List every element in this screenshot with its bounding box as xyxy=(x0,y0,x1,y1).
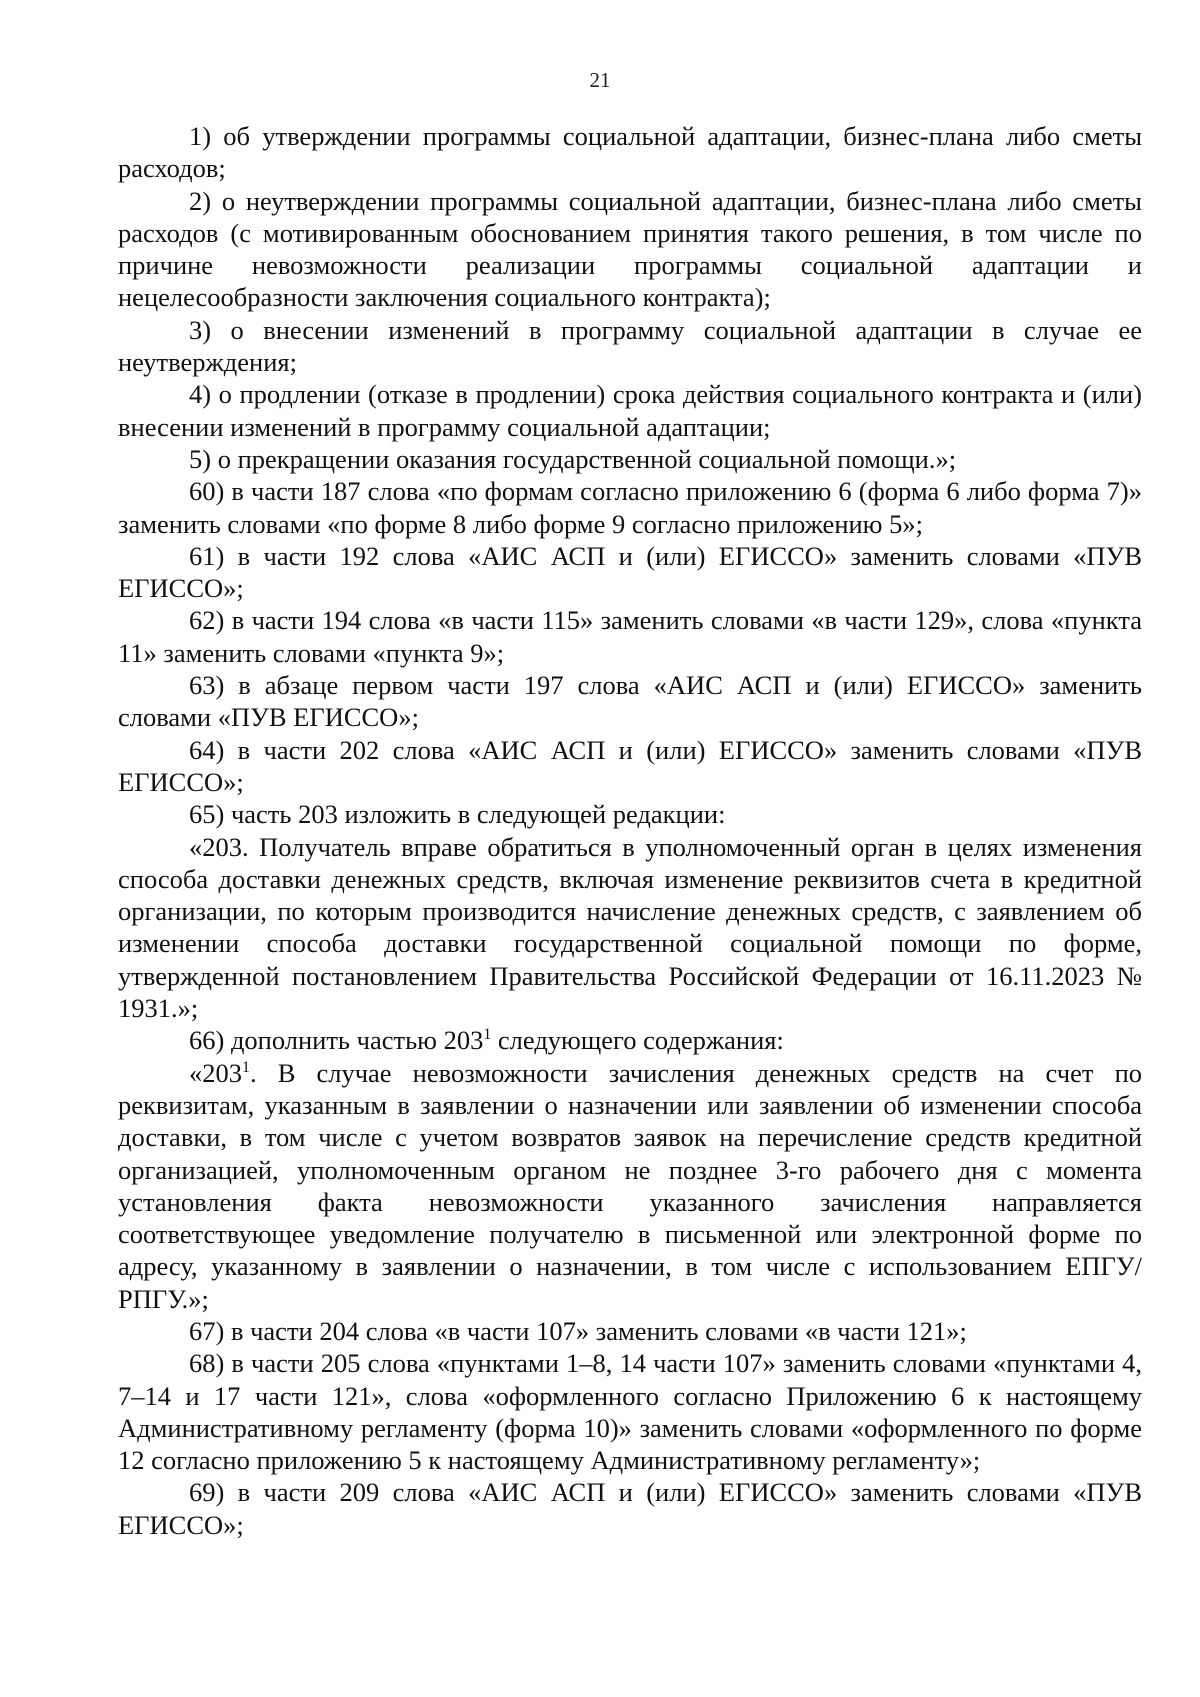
paragraph-text: «203 xyxy=(189,1057,242,1088)
document-body xyxy=(118,120,1142,1541)
paragraph: 63) в абзаце первом части 197 слова «АИС АСП и (или) ЕГИССО» заменить словами «ПУВ ЕГИССО»; xyxy=(118,670,1142,733)
paragraph: 69) в части 209 слова «АИС АСП и (или) ЕГИССО» заменить словами «ПУВ ЕГИССО»; xyxy=(118,1477,1142,1540)
paragraph: «203. Получатель вправе обратиться в уполномоченный орган в целях изменения способа доставки денежных средств, включая изменение реквизитов счета в кредитной организации, по которым производится начисление денежных средств, с заявлением об изменении способа доставки государственной социальной помощи по форме, утвержденной постановлением Правительства Российской Федерации от 16.11.2023 № 1931.»; xyxy=(118,831,1142,1024)
paragraph-text: . В случае невозможности зачисления денежных средств на счет по реквизитам, указанным в заявлении о назначении или заявлении об изменении способа доставки, в том числе с учетом возвратов заявок на перечисление средств кредитной организацией, уполномоченным органом не позднее 3-го рабочего дня с момента установления факта невозможности указанного зачисления направляется соответствующее уведомление получателю в письменной или электронной форме по адресу, указанному в заявлении о назначении, в том числе с использованием ЕПГУ/РПГУ.»; xyxy=(118,1057,1142,1314)
paragraph: 5) о прекращении оказания государственной социальной помощи.»; xyxy=(189,443,957,474)
paragraph: 60) в части 187 слова «по формам согласно приложению 6 (форма 6 либо форма 7)» заменить словами «по форме 8 либо форме 9 согласно приложению 5»; xyxy=(118,476,1142,539)
paragraph: 61) в части 192 слова «АИС АСП и (или) ЕГИССО» заменить словами «ПУВ ЕГИССО»; xyxy=(118,540,1142,604)
paragraph: 1) об утверждении программы социальной адаптации, бизнес-плана либо сметы расходов; xyxy=(118,121,1142,184)
paragraph: 65) часть 203 изложить в следующей редакции: xyxy=(189,799,726,830)
paragraph xyxy=(118,1057,1142,1315)
paragraph-text: 66) дополнить частью 203 xyxy=(189,1025,484,1056)
paragraph: 62) в части 194 слова «в части 115» заменить словами «в части 129», слова «пункта 11» заменить словами «пункта 9»; xyxy=(118,605,1142,668)
superscript: 1 xyxy=(242,1058,250,1076)
paragraph xyxy=(118,1024,1142,1056)
paragraph: 67) в части 204 слова «в части 107» заменить словами «в части 121»; xyxy=(189,1315,967,1346)
paragraph-text: следующего содержания: xyxy=(491,1025,784,1056)
paragraph: 64) в части 202 слова «АИС АСП и (или) ЕГИССО» заменить словами «ПУВ ЕГИССО»; xyxy=(118,734,1142,797)
paragraph: 68) в части 205 слова «пунктами 1–8, 14 части 107» заменить словами «пунктами 4, 7–14 и 17 части 121», слова «оформленного согласно Приложению 6 к настоящему Административному регламенту (форма 10)» заменить словами «оформленного по форме 12 согласно приложению 5 к настоящему Административному регламенту»; xyxy=(118,1348,1142,1476)
paragraph: 3) о внесении изменений в программу социальной адаптации в случае ее неутверждения; xyxy=(118,314,1142,378)
superscript: 1 xyxy=(483,1026,492,1044)
page-number: 21 xyxy=(589,68,611,92)
paragraph: 4) о продлении (отказе в продлении) срока действия социального контракта и (или) внесении изменений в программу социальной адаптации; xyxy=(118,379,1142,442)
paragraph: 2) о неутверждении программы социальной адаптации, бизнес-плана либо сметы расходов (с мотивированным обоснованием принятия такого решения, в том числе по причине невозможности реализации программы социальной адаптации и нецелесообразности заключения социального контракта); xyxy=(118,185,1142,313)
